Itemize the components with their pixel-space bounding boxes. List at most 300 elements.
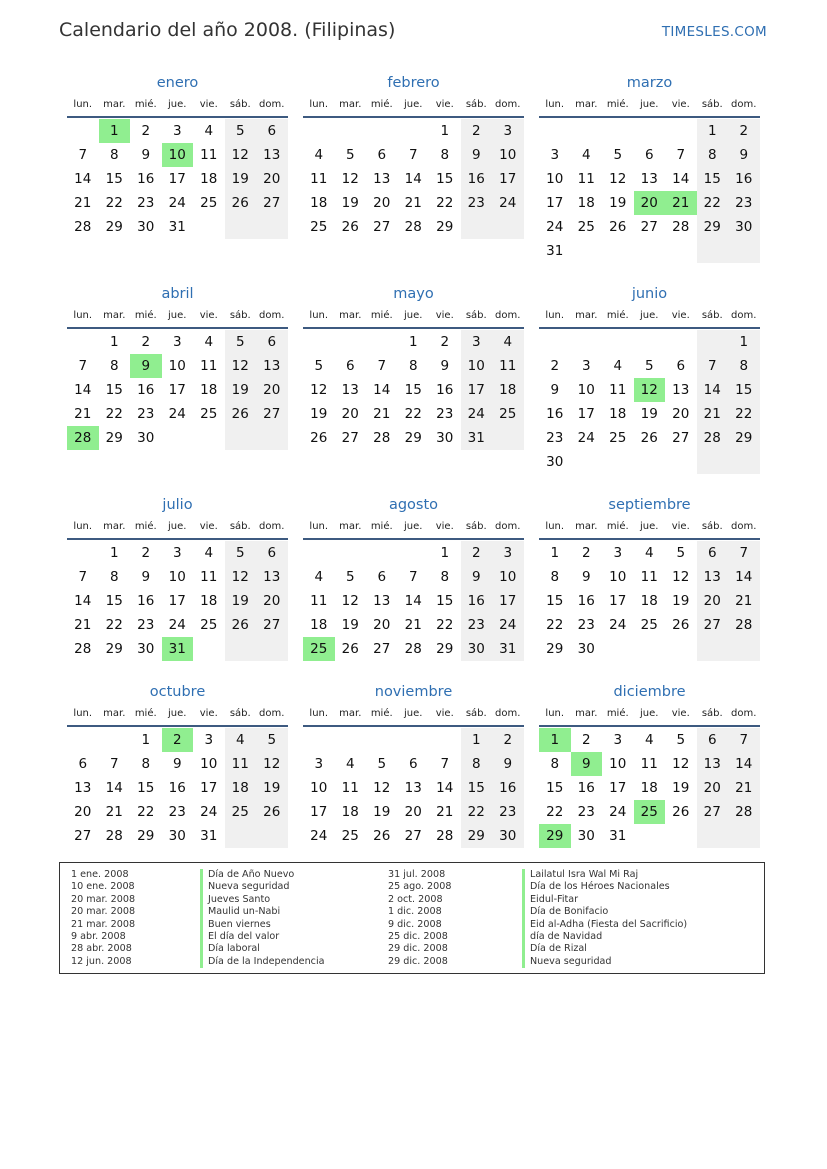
day-cell: 29: [105, 641, 123, 657]
weekday-label: mié.: [134, 521, 157, 532]
day-cell: 10: [168, 569, 186, 585]
day-cell: 18: [609, 406, 627, 422]
day-cell: 31: [609, 828, 627, 844]
months-grid: [67, 73, 761, 863]
day-cell: 20: [256, 167, 288, 191]
day-cell: 26: [310, 430, 328, 446]
day-cell: 31: [492, 637, 524, 661]
day-cell: 7: [728, 728, 760, 752]
day-cell: 2: [728, 119, 760, 143]
day-cell: 26: [225, 402, 257, 426]
day-cell: 31: [546, 243, 564, 259]
day-cell: 18: [577, 195, 595, 211]
day-cell: 26: [341, 641, 359, 657]
day-cell: 16: [577, 780, 595, 796]
day-cell: 3: [613, 732, 623, 748]
day-cell: 25: [577, 219, 595, 235]
day-cell: 1: [109, 545, 119, 561]
day-cell: 24: [609, 804, 627, 820]
day-cell: 26: [640, 430, 658, 446]
day-cell: 20: [341, 406, 359, 422]
day-cell: 23: [461, 613, 493, 637]
weekday-label: lun.: [73, 99, 93, 110]
day-cell: 8: [550, 569, 560, 585]
day-cell: 29: [436, 641, 454, 657]
day-cell: 15: [137, 780, 155, 796]
day-cell: 3: [550, 147, 560, 163]
weekday-label: mar.: [339, 708, 362, 719]
day-cell: 7: [676, 147, 686, 163]
day-cell: 22: [461, 800, 493, 824]
day-cell: 17: [461, 378, 493, 402]
empty-cell: [366, 541, 398, 565]
day-cell: 30: [728, 215, 760, 239]
empty-cell: [665, 239, 697, 263]
empty-cell: [99, 728, 131, 752]
weekday-label: mié.: [370, 708, 393, 719]
empty-cell: [602, 239, 634, 263]
day-cell: 14: [728, 565, 760, 589]
legend-dates-left: [71, 869, 135, 968]
day-cell: 28: [728, 800, 760, 824]
day-cell: 1: [408, 334, 418, 350]
day-cell: 14: [74, 171, 92, 187]
day-cell: 25: [310, 219, 328, 235]
weekday-header: [539, 305, 760, 329]
weekday-label: jue.: [404, 310, 423, 321]
day-cell: 2: [581, 545, 591, 561]
day-cell: 16: [461, 589, 493, 613]
weekday-header: [67, 94, 288, 118]
day-cell: 26: [609, 219, 627, 235]
day-cell: 5: [676, 545, 686, 561]
weekday-label: sáb.: [465, 310, 487, 321]
day-cell: 13: [697, 752, 729, 776]
day-cell: 19: [609, 195, 627, 211]
day-cell: 29: [105, 219, 123, 235]
empty-cell: [193, 426, 225, 450]
day-cell: 6: [78, 756, 88, 772]
day-cell: 2: [141, 123, 151, 139]
day-cell: 27: [672, 430, 690, 446]
weekday-label: vie.: [671, 708, 690, 719]
weekday-label: dom.: [731, 99, 757, 110]
day-cell: 31: [200, 828, 218, 844]
weekday-label: mié.: [370, 310, 393, 321]
day-cell: 14: [105, 780, 123, 796]
legend-date: 25 dic. 2008: [388, 930, 448, 942]
weekday-label: mar.: [339, 310, 362, 321]
day-cell: 20: [74, 804, 92, 820]
weekday-label: mié.: [606, 708, 629, 719]
day-grid: [539, 330, 760, 474]
day-cell: 27: [256, 613, 288, 637]
weekday-header: [67, 516, 288, 540]
legend-holiday-name: Día de Rizal: [522, 943, 687, 955]
day-cell: 1: [728, 330, 760, 354]
legend-holiday-name: Buen viernes: [200, 919, 324, 931]
month-abril: [67, 284, 288, 450]
empty-cell: [665, 637, 697, 661]
empty-cell: [67, 728, 99, 752]
weekday-label: dom.: [495, 708, 521, 719]
day-cell: 4: [204, 545, 214, 561]
empty-cell: [634, 239, 666, 263]
day-cell: 11: [200, 147, 218, 163]
day-cell: 30: [546, 454, 564, 470]
day-cell: 25: [225, 800, 257, 824]
weekday-label: jue.: [168, 521, 187, 532]
day-cell: 7: [78, 358, 88, 374]
day-cell: 9: [440, 358, 450, 374]
day-cell: 23: [137, 617, 155, 633]
day-cell: 12: [341, 171, 359, 187]
day-cell: 18: [492, 378, 524, 402]
weekday-label: vie.: [671, 521, 690, 532]
weekday-label: dom.: [731, 708, 757, 719]
holiday-day-cell: 31: [162, 637, 194, 661]
page-title: Calendario del año 2008. (Filipinas): [59, 19, 396, 41]
day-cell: 18: [310, 195, 328, 211]
weekday-label: mié.: [134, 708, 157, 719]
day-cell: 14: [74, 382, 92, 398]
day-cell: 21: [74, 406, 92, 422]
day-cell: 27: [404, 828, 422, 844]
legend-date: 29 dic. 2008: [388, 955, 448, 967]
weekday-label: jue.: [640, 521, 659, 532]
day-cell: 15: [697, 167, 729, 191]
empty-cell: [492, 426, 524, 450]
empty-cell: [571, 119, 603, 143]
day-cell: 23: [577, 617, 595, 633]
day-cell: 14: [404, 593, 422, 609]
weekday-label: mié.: [606, 521, 629, 532]
empty-cell: [728, 637, 760, 661]
day-cell: 13: [256, 565, 288, 589]
weekday-header: [67, 305, 288, 329]
weekday-header: [303, 94, 524, 118]
weekday-label: jue.: [640, 310, 659, 321]
empty-cell: [634, 330, 666, 354]
day-cell: 19: [341, 195, 359, 211]
weekday-label: jue.: [168, 99, 187, 110]
day-cell: 26: [672, 617, 690, 633]
day-cell: 28: [697, 426, 729, 450]
weekday-label: sáb.: [229, 708, 251, 719]
day-cell: 1: [697, 119, 729, 143]
day-cell: 5: [225, 541, 257, 565]
day-cell: 11: [577, 171, 595, 187]
day-cell: 2: [440, 334, 450, 350]
day-cell: 6: [256, 119, 288, 143]
day-cell: 11: [310, 593, 328, 609]
day-cell: 19: [373, 804, 391, 820]
day-cell: 17: [492, 589, 524, 613]
weekday-label: vie.: [435, 310, 454, 321]
holiday-day-cell: 1: [99, 119, 131, 143]
day-cell: 22: [105, 195, 123, 211]
empty-cell: [366, 330, 398, 354]
empty-cell: [539, 330, 571, 354]
day-cell: 18: [640, 780, 658, 796]
month-agosto: [303, 495, 524, 661]
legend-holiday-name: Día de Año Nuevo: [200, 869, 324, 881]
day-cell: 28: [436, 828, 454, 844]
weekday-label: vie.: [435, 99, 454, 110]
day-cell: 30: [436, 430, 454, 446]
day-cell: 22: [105, 617, 123, 633]
day-cell: 18: [225, 776, 257, 800]
empty-cell: [492, 215, 524, 239]
day-cell: 16: [168, 780, 186, 796]
weekday-label: dom.: [495, 99, 521, 110]
weekday-label: mié.: [134, 310, 157, 321]
month-name: marzo: [626, 75, 673, 91]
day-cell: 11: [225, 752, 257, 776]
empty-cell: [634, 637, 666, 661]
day-cell: 21: [404, 195, 422, 211]
legend-date: 29 dic. 2008: [388, 943, 448, 955]
day-cell: 27: [373, 641, 391, 657]
day-cell: 10: [577, 382, 595, 398]
day-cell: 13: [404, 780, 422, 796]
month-noviembre: [303, 682, 524, 848]
weekday-label: mar.: [575, 521, 598, 532]
weekday-label: jue.: [640, 99, 659, 110]
day-cell: 23: [492, 800, 524, 824]
day-cell: 28: [373, 430, 391, 446]
day-cell: 30: [577, 828, 595, 844]
brand-link[interactable]: TIMESLES.COM: [661, 24, 767, 40]
legend-holiday-name: Lailatul Isra Wal Mi Raj: [522, 869, 687, 881]
day-cell: 9: [581, 569, 591, 585]
weekday-label: sáb.: [229, 99, 251, 110]
empty-cell: [398, 541, 430, 565]
weekday-label: vie.: [671, 310, 690, 321]
weekday-label: sáb.: [465, 99, 487, 110]
weekday-label: mié.: [370, 99, 393, 110]
day-cell: 15: [105, 171, 123, 187]
day-cell: 21: [697, 402, 729, 426]
day-cell: 8: [109, 147, 119, 163]
day-cell: 15: [105, 382, 123, 398]
day-cell: 19: [672, 780, 690, 796]
day-cell: 13: [672, 382, 690, 398]
day-cell: 14: [672, 171, 690, 187]
day-cell: 20: [404, 804, 422, 820]
day-cell: 26: [672, 804, 690, 820]
day-cell: 23: [728, 191, 760, 215]
day-cell: 14: [728, 752, 760, 776]
empty-cell: [303, 728, 335, 752]
legend-holiday-name: Día laboral: [200, 943, 324, 955]
day-cell: 7: [697, 354, 729, 378]
day-cell: 10: [492, 565, 524, 589]
day-cell: 13: [74, 780, 92, 796]
day-cell: 28: [404, 641, 422, 657]
legend-dates-right: [388, 869, 451, 968]
day-cell: 26: [341, 219, 359, 235]
day-grid: [539, 119, 760, 263]
day-cell: 5: [256, 728, 288, 752]
holiday-day-cell: 12: [634, 378, 666, 402]
day-cell: 19: [225, 589, 257, 613]
month-junio: [539, 284, 760, 474]
day-cell: 16: [461, 167, 493, 191]
month-name: febrero: [387, 75, 440, 91]
day-grid: [67, 728, 288, 848]
weekday-label: mar.: [339, 99, 362, 110]
day-cell: 21: [404, 617, 422, 633]
legend-date: 2 oct. 2008: [388, 893, 443, 905]
empty-cell: [728, 239, 760, 263]
empty-cell: [225, 824, 257, 848]
day-cell: 31: [168, 219, 186, 235]
day-cell: 24: [492, 613, 524, 637]
day-cell: 3: [314, 756, 324, 772]
day-cell: 29: [461, 824, 493, 848]
day-cell: 13: [697, 565, 729, 589]
empty-cell: [225, 637, 257, 661]
empty-cell: [634, 119, 666, 143]
empty-cell: [398, 119, 430, 143]
weekday-header: [67, 703, 288, 727]
empty-cell: [634, 824, 666, 848]
day-cell: 15: [546, 593, 564, 609]
day-cell: 3: [172, 334, 182, 350]
day-cell: 12: [672, 756, 690, 772]
empty-cell: [256, 637, 288, 661]
day-grid: [303, 728, 524, 848]
day-cell: 7: [377, 358, 387, 374]
day-cell: 15: [436, 171, 454, 187]
legend-holiday-name: Día de los Héroes Nacionales: [522, 881, 687, 893]
empty-cell: [461, 215, 493, 239]
day-cell: 4: [492, 330, 524, 354]
empty-cell: [665, 824, 697, 848]
legend-holiday-name: Día de Bonifacio: [522, 906, 687, 918]
day-cell: 1: [461, 728, 493, 752]
day-cell: 2: [550, 358, 560, 374]
day-cell: 23: [137, 406, 155, 422]
empty-cell: [256, 215, 288, 239]
day-cell: 24: [577, 430, 595, 446]
holiday-day-cell: 2: [162, 728, 194, 752]
day-cell: 2: [461, 119, 493, 143]
weekday-header: [539, 703, 760, 727]
empty-cell: [697, 824, 729, 848]
day-cell: 11: [492, 354, 524, 378]
day-cell: 15: [546, 780, 564, 796]
day-cell: 11: [609, 382, 627, 398]
day-cell: 4: [644, 732, 654, 748]
empty-cell: [303, 330, 335, 354]
weekday-label: lun.: [73, 310, 93, 321]
legend-date: 9 dic. 2008: [388, 918, 442, 930]
day-cell: 26: [256, 800, 288, 824]
day-grid: [303, 541, 524, 661]
day-cell: 6: [676, 358, 686, 374]
empty-cell: [697, 450, 729, 474]
day-cell: 27: [640, 219, 658, 235]
day-cell: 16: [728, 167, 760, 191]
day-cell: 30: [137, 641, 155, 657]
weekday-label: sáb.: [465, 708, 487, 719]
day-cell: 22: [546, 804, 564, 820]
day-cell: 23: [168, 804, 186, 820]
day-cell: 8: [109, 569, 119, 585]
legend-names-right: [522, 869, 687, 968]
holiday-day-cell: 20: [634, 191, 666, 215]
weekday-header: [303, 305, 524, 329]
day-cell: 18: [200, 171, 218, 187]
day-cell: 2: [581, 732, 591, 748]
day-cell: 29: [728, 426, 760, 450]
weekday-label: mar.: [103, 99, 126, 110]
holiday-day-cell: 25: [303, 637, 335, 661]
day-cell: 2: [141, 334, 151, 350]
day-cell: 5: [225, 330, 257, 354]
day-cell: 25: [492, 402, 524, 426]
day-cell: 14: [436, 780, 454, 796]
holiday-day-cell: 25: [634, 800, 666, 824]
day-cell: 28: [728, 613, 760, 637]
empty-cell: [303, 541, 335, 565]
day-cell: 11: [341, 780, 359, 796]
day-cell: 5: [613, 147, 623, 163]
day-cell: 6: [697, 541, 729, 565]
weekday-header: [303, 703, 524, 727]
day-cell: 13: [341, 382, 359, 398]
empty-cell: [303, 119, 335, 143]
day-cell: 9: [172, 756, 182, 772]
month-name: enero: [156, 75, 199, 91]
holiday-legend: [59, 862, 765, 974]
day-cell: 4: [204, 123, 214, 139]
day-cell: 25: [640, 617, 658, 633]
day-cell: 23: [546, 430, 564, 446]
day-cell: 28: [74, 641, 92, 657]
empty-cell: [602, 637, 634, 661]
weekday-label: vie.: [671, 99, 690, 110]
day-cell: 22: [546, 617, 564, 633]
day-cell: 26: [373, 828, 391, 844]
day-cell: 25: [200, 406, 218, 422]
empty-cell: [697, 239, 729, 263]
weekday-label: sáb.: [229, 521, 251, 532]
weekday-label: vie.: [435, 708, 454, 719]
day-cell: 30: [492, 824, 524, 848]
day-cell: 20: [672, 406, 690, 422]
day-cell: 24: [168, 617, 186, 633]
empty-cell: [665, 119, 697, 143]
day-cell: 8: [408, 358, 418, 374]
weekday-label: mié.: [606, 99, 629, 110]
weekday-label: vie.: [199, 99, 218, 110]
day-cell: 10: [168, 358, 186, 374]
day-cell: 17: [168, 171, 186, 187]
day-cell: 9: [492, 752, 524, 776]
legend-date: 20 mar. 2008: [71, 893, 136, 905]
day-cell: 3: [172, 123, 182, 139]
legend-date: 1 dic. 2008: [388, 906, 442, 918]
weekday-label: mar.: [575, 99, 598, 110]
day-cell: 5: [345, 569, 355, 585]
day-cell: 16: [436, 382, 454, 398]
weekday-label: dom.: [731, 521, 757, 532]
day-grid: [67, 330, 288, 450]
day-cell: 31: [461, 426, 493, 450]
